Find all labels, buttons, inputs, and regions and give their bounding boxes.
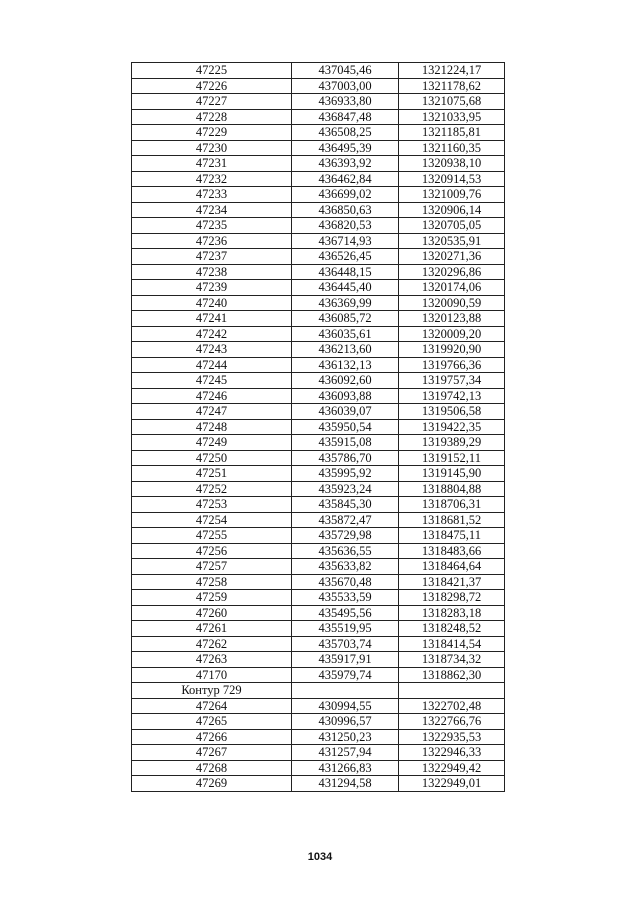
- point-number-cell: 47238: [132, 264, 292, 280]
- table-row: [132, 311, 505, 327]
- x-coordinate-cell: 436933,80: [292, 94, 399, 110]
- table-row: [132, 63, 505, 79]
- point-number-cell: 47251: [132, 466, 292, 482]
- table-row: [132, 94, 505, 110]
- table-row: [132, 497, 505, 513]
- point-number-cell: Контур 729: [132, 683, 292, 699]
- x-coordinate-cell: 435636,55: [292, 543, 399, 559]
- y-coordinate-cell: 1320174,06: [399, 280, 505, 296]
- x-coordinate-cell: 435950,54: [292, 419, 399, 435]
- point-number-cell: 47228: [132, 109, 292, 125]
- x-coordinate-cell: 436132,13: [292, 357, 399, 373]
- table-row: [132, 233, 505, 249]
- x-coordinate-cell: 436526,45: [292, 249, 399, 265]
- x-coordinate-cell: 436093,88: [292, 388, 399, 404]
- y-coordinate-cell: 1318804,88: [399, 481, 505, 497]
- x-coordinate-cell: 436462,84: [292, 171, 399, 187]
- point-number-cell: 47269: [132, 776, 292, 792]
- page-number: 1034: [307, 851, 333, 863]
- x-coordinate-cell: 435923,24: [292, 481, 399, 497]
- y-coordinate-cell: 1321224,17: [399, 63, 505, 79]
- table-row: [132, 745, 505, 761]
- point-number-cell: 47227: [132, 94, 292, 110]
- y-coordinate-cell: 1321185,81: [399, 125, 505, 141]
- point-number-cell: 47225: [132, 63, 292, 79]
- table-row: [132, 125, 505, 141]
- table-row: [132, 140, 505, 156]
- x-coordinate-cell: [292, 683, 399, 699]
- table-row: [132, 280, 505, 296]
- y-coordinate-cell: 1321009,76: [399, 187, 505, 203]
- point-number-cell: 47266: [132, 729, 292, 745]
- point-number-cell: 47249: [132, 435, 292, 451]
- x-coordinate-cell: 436035,61: [292, 326, 399, 342]
- y-coordinate-cell: 1318681,52: [399, 512, 505, 528]
- point-number-cell: 47255: [132, 528, 292, 544]
- table-row: [132, 171, 505, 187]
- point-number-cell: 47256: [132, 543, 292, 559]
- table-row: [132, 78, 505, 94]
- y-coordinate-cell: 1320938,10: [399, 156, 505, 172]
- point-number-cell: 47244: [132, 357, 292, 373]
- x-coordinate-cell: 431250,23: [292, 729, 399, 745]
- y-coordinate-cell: [399, 683, 505, 699]
- y-coordinate-cell: 1319506,58: [399, 404, 505, 420]
- coordinates-table: [131, 62, 505, 792]
- point-number-cell: 47258: [132, 574, 292, 590]
- y-coordinate-cell: 1318248,52: [399, 621, 505, 637]
- x-coordinate-cell: 436369,99: [292, 295, 399, 311]
- y-coordinate-cell: 1320906,14: [399, 202, 505, 218]
- table-row: [132, 605, 505, 621]
- table-row: [132, 590, 505, 606]
- y-coordinate-cell: 1318464,64: [399, 559, 505, 575]
- table-row: [132, 388, 505, 404]
- x-coordinate-cell: 436213,60: [292, 342, 399, 358]
- y-coordinate-cell: 1319757,34: [399, 373, 505, 389]
- y-coordinate-cell: 1318298,72: [399, 590, 505, 606]
- point-number-cell: 47261: [132, 621, 292, 637]
- point-number-cell: 47233: [132, 187, 292, 203]
- y-coordinate-cell: 1318475,11: [399, 528, 505, 544]
- point-number-cell: 47250: [132, 450, 292, 466]
- point-number-cell: 47235: [132, 218, 292, 234]
- x-coordinate-cell: 431294,58: [292, 776, 399, 792]
- x-coordinate-cell: 436445,40: [292, 280, 399, 296]
- table-row: [132, 481, 505, 497]
- point-number-cell: 47245: [132, 373, 292, 389]
- point-number-cell: 47260: [132, 605, 292, 621]
- point-number-cell: 47170: [132, 667, 292, 683]
- point-number-cell: 47241: [132, 311, 292, 327]
- x-coordinate-cell: 431257,94: [292, 745, 399, 761]
- x-coordinate-cell: 435670,48: [292, 574, 399, 590]
- x-coordinate-cell: 436495,39: [292, 140, 399, 156]
- point-number-cell: 47262: [132, 636, 292, 652]
- table-row: [132, 636, 505, 652]
- x-coordinate-cell: 436448,15: [292, 264, 399, 280]
- point-number-cell: 47246: [132, 388, 292, 404]
- x-coordinate-cell: 436092,60: [292, 373, 399, 389]
- point-number-cell: 47265: [132, 714, 292, 730]
- point-number-cell: 47240: [132, 295, 292, 311]
- y-coordinate-cell: 1320705,05: [399, 218, 505, 234]
- table-row: [132, 249, 505, 265]
- x-coordinate-cell: 430996,57: [292, 714, 399, 730]
- table-row: [132, 187, 505, 203]
- y-coordinate-cell: 1319152,11: [399, 450, 505, 466]
- table-row: [132, 264, 505, 280]
- y-coordinate-cell: 1322949,42: [399, 760, 505, 776]
- point-number-cell: 47268: [132, 760, 292, 776]
- table-row: [132, 512, 505, 528]
- x-coordinate-cell: 437003,00: [292, 78, 399, 94]
- y-coordinate-cell: 1318414,54: [399, 636, 505, 652]
- y-coordinate-cell: 1322766,76: [399, 714, 505, 730]
- table-row: [132, 543, 505, 559]
- y-coordinate-cell: 1321178,62: [399, 78, 505, 94]
- x-coordinate-cell: 435915,08: [292, 435, 399, 451]
- x-coordinate-cell: 436850,63: [292, 202, 399, 218]
- y-coordinate-cell: 1320009,20: [399, 326, 505, 342]
- table-row: [132, 218, 505, 234]
- y-coordinate-cell: 1321160,35: [399, 140, 505, 156]
- x-coordinate-cell: 435786,70: [292, 450, 399, 466]
- point-number-cell: 47226: [132, 78, 292, 94]
- point-number-cell: 47237: [132, 249, 292, 265]
- y-coordinate-cell: 1321075,68: [399, 94, 505, 110]
- table-row: [132, 109, 505, 125]
- y-coordinate-cell: 1320535,91: [399, 233, 505, 249]
- table-row: [132, 528, 505, 544]
- x-coordinate-cell: 436039,07: [292, 404, 399, 420]
- point-number-cell: 47234: [132, 202, 292, 218]
- point-number-cell: 47259: [132, 590, 292, 606]
- y-coordinate-cell: 1318421,37: [399, 574, 505, 590]
- table-row: [132, 652, 505, 668]
- y-coordinate-cell: 1322935,53: [399, 729, 505, 745]
- y-coordinate-cell: 1319145,90: [399, 466, 505, 482]
- x-coordinate-cell: 436393,92: [292, 156, 399, 172]
- point-number-cell: 47253: [132, 497, 292, 513]
- x-coordinate-cell: 435519,95: [292, 621, 399, 637]
- x-coordinate-cell: 435729,98: [292, 528, 399, 544]
- y-coordinate-cell: 1320271,36: [399, 249, 505, 265]
- point-number-cell: 47231: [132, 156, 292, 172]
- x-coordinate-cell: 435979,74: [292, 667, 399, 683]
- x-coordinate-cell: 435633,82: [292, 559, 399, 575]
- y-coordinate-cell: 1320296,86: [399, 264, 505, 280]
- x-coordinate-cell: 437045,46: [292, 63, 399, 79]
- coordinates-table-body: [132, 63, 505, 792]
- table-row: [132, 156, 505, 172]
- x-coordinate-cell: 436508,25: [292, 125, 399, 141]
- point-number-cell: 47247: [132, 404, 292, 420]
- y-coordinate-cell: 1320123,88: [399, 311, 505, 327]
- y-coordinate-cell: 1318862,30: [399, 667, 505, 683]
- y-coordinate-cell: 1318706,31: [399, 497, 505, 513]
- point-number-cell: 47239: [132, 280, 292, 296]
- table-row: [132, 714, 505, 730]
- table-row: [132, 729, 505, 745]
- point-number-cell: 47232: [132, 171, 292, 187]
- x-coordinate-cell: 435845,30: [292, 497, 399, 513]
- y-coordinate-cell: 1319422,35: [399, 419, 505, 435]
- y-coordinate-cell: 1320090,59: [399, 295, 505, 311]
- table-row: [132, 683, 505, 699]
- x-coordinate-cell: 435917,91: [292, 652, 399, 668]
- table-row: [132, 776, 505, 792]
- point-number-cell: 47248: [132, 419, 292, 435]
- point-number-cell: 47252: [132, 481, 292, 497]
- y-coordinate-cell: 1322702,48: [399, 698, 505, 714]
- table-row: [132, 202, 505, 218]
- table-row: [132, 435, 505, 451]
- table-row: [132, 450, 505, 466]
- table-row: [132, 342, 505, 358]
- point-number-cell: 47264: [132, 698, 292, 714]
- table-row: [132, 667, 505, 683]
- x-coordinate-cell: 436820,53: [292, 218, 399, 234]
- y-coordinate-cell: 1319766,36: [399, 357, 505, 373]
- y-coordinate-cell: 1319742,13: [399, 388, 505, 404]
- table-row: [132, 559, 505, 575]
- table-row: [132, 466, 505, 482]
- table-row: [132, 295, 505, 311]
- x-coordinate-cell: 436847,48: [292, 109, 399, 125]
- y-coordinate-cell: 1319920,90: [399, 342, 505, 358]
- y-coordinate-cell: 1322946,33: [399, 745, 505, 761]
- x-coordinate-cell: 430994,55: [292, 698, 399, 714]
- x-coordinate-cell: 436714,93: [292, 233, 399, 249]
- y-coordinate-cell: 1321033,95: [399, 109, 505, 125]
- x-coordinate-cell: 436085,72: [292, 311, 399, 327]
- x-coordinate-cell: 431266,83: [292, 760, 399, 776]
- point-number-cell: 47229: [132, 125, 292, 141]
- y-coordinate-cell: 1319389,29: [399, 435, 505, 451]
- table-row: [132, 373, 505, 389]
- x-coordinate-cell: 435533,59: [292, 590, 399, 606]
- table-row: [132, 419, 505, 435]
- y-coordinate-cell: 1318283,18: [399, 605, 505, 621]
- x-coordinate-cell: 435872,47: [292, 512, 399, 528]
- x-coordinate-cell: 435495,56: [292, 605, 399, 621]
- x-coordinate-cell: 435995,92: [292, 466, 399, 482]
- point-number-cell: 47263: [132, 652, 292, 668]
- point-number-cell: 47230: [132, 140, 292, 156]
- table-row: [132, 404, 505, 420]
- y-coordinate-cell: 1318734,32: [399, 652, 505, 668]
- point-number-cell: 47236: [132, 233, 292, 249]
- x-coordinate-cell: 436699,02: [292, 187, 399, 203]
- table-row: [132, 357, 505, 373]
- y-coordinate-cell: 1318483,66: [399, 543, 505, 559]
- x-coordinate-cell: 435703,74: [292, 636, 399, 652]
- point-number-cell: 47243: [132, 342, 292, 358]
- y-coordinate-cell: 1322949,01: [399, 776, 505, 792]
- point-number-cell: 47257: [132, 559, 292, 575]
- point-number-cell: 47254: [132, 512, 292, 528]
- table-row: [132, 574, 505, 590]
- table-row: [132, 760, 505, 776]
- point-number-cell: 47267: [132, 745, 292, 761]
- point-number-cell: 47242: [132, 326, 292, 342]
- table-row: [132, 621, 505, 637]
- table-row: [132, 698, 505, 714]
- y-coordinate-cell: 1320914,53: [399, 171, 505, 187]
- table-row: [132, 326, 505, 342]
